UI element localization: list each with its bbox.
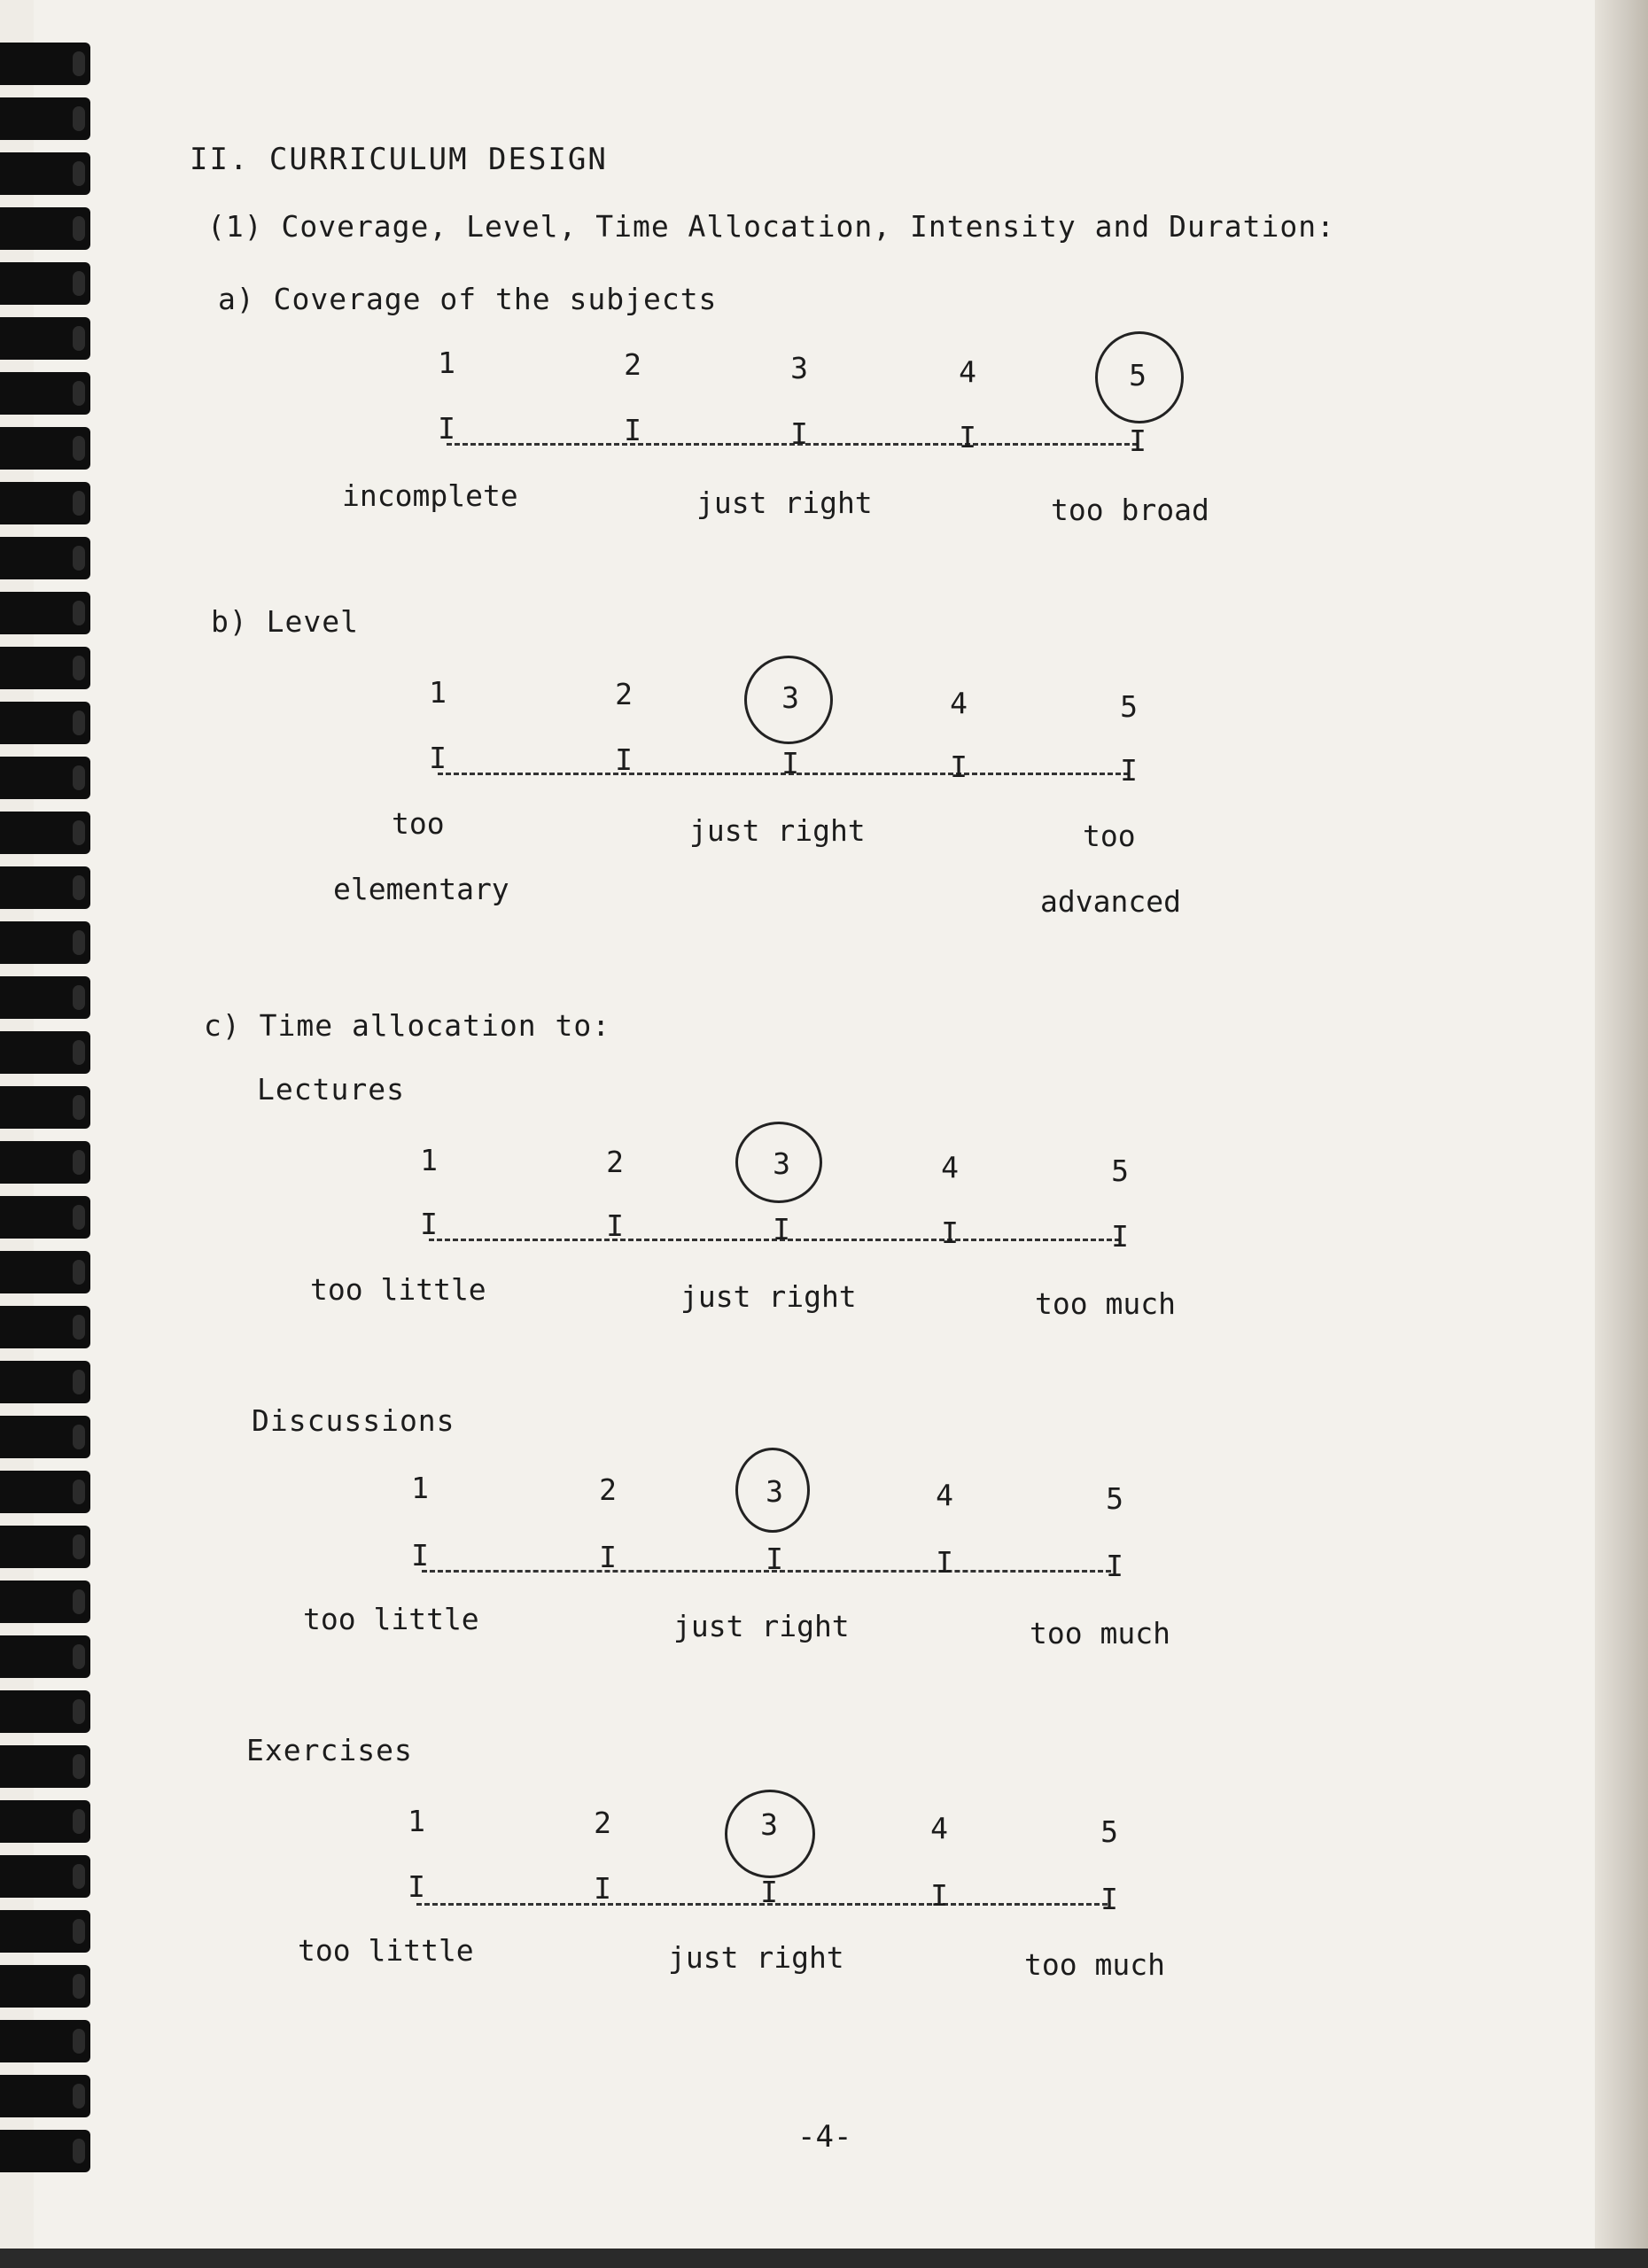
binding-ring	[0, 97, 90, 140]
binding-ring	[0, 1690, 90, 1733]
binding-ring	[0, 812, 90, 854]
scale-number-4: 4	[959, 354, 976, 389]
subsection-title: (1) Coverage, Level, Time Allocation, Intensity and Duration:	[207, 209, 1335, 244]
anchor-low-line1: too	[392, 806, 445, 841]
scale-tick: I	[1111, 1219, 1129, 1254]
scale-number-1: 1	[411, 1471, 429, 1505]
scale-number-2: 2	[594, 1806, 611, 1840]
binding-ring	[0, 2130, 90, 2172]
binding-ring	[0, 1306, 90, 1348]
scale-number-1: 1	[420, 1143, 438, 1177]
question-label-level: b) Level	[211, 604, 359, 639]
scale-tick: I	[599, 1540, 617, 1574]
anchor-mid: just right	[689, 813, 866, 848]
scan-bottom-edge	[0, 2249, 1648, 2268]
binding-ring	[0, 1635, 90, 1678]
scale-tick: I	[615, 742, 633, 777]
binding-ring	[0, 1141, 90, 1184]
binding-ring	[0, 1086, 90, 1129]
scale-number-5: 5	[1106, 1481, 1123, 1516]
binding-ring	[0, 1910, 90, 1953]
binding-ring	[0, 757, 90, 799]
binding-ring	[0, 1251, 90, 1293]
scale-tick: I	[936, 1545, 953, 1580]
binding-ring	[0, 647, 90, 689]
anchor-low: too little	[310, 1272, 486, 1307]
selected-answer-circle	[725, 1790, 815, 1878]
scale-tick: I	[930, 1878, 948, 1913]
scale-tick: I	[420, 1207, 438, 1241]
scale-number-2: 2	[624, 347, 641, 382]
scale-tick: I	[624, 413, 641, 447]
binding-ring	[0, 482, 90, 524]
item-label-discussions: Discussions	[252, 1403, 455, 1438]
scale-number-4: 4	[941, 1150, 959, 1184]
document-page	[34, 0, 1613, 2268]
scale-tick: I	[1129, 423, 1147, 458]
scale-tick: I	[1120, 753, 1138, 788]
scale-tick: I	[438, 411, 455, 446]
anchor-high-line2: advanced	[1040, 884, 1181, 919]
scale-tick: I	[950, 750, 968, 784]
scale-tick: I	[594, 1871, 611, 1906]
page-edge	[1595, 0, 1648, 2268]
binding-ring	[0, 207, 90, 250]
scale-tick: I	[1106, 1549, 1123, 1583]
binding-ring	[0, 1800, 90, 1843]
binding-ring	[0, 1965, 90, 2008]
scale-number-5: 5	[1129, 358, 1147, 392]
anchor-low: too little	[298, 1933, 474, 1968]
binding-ring	[0, 262, 90, 305]
question-label-time-allocation: c) Time allocation to:	[204, 1008, 611, 1043]
anchor-low-line2: elementary	[333, 872, 509, 906]
binding-ring	[0, 1581, 90, 1623]
scale-tick: I	[790, 416, 808, 451]
scale-tick: I	[1100, 1882, 1118, 1916]
selected-answer-circle	[744, 656, 833, 744]
selected-answer-circle	[735, 1448, 810, 1533]
anchor-low: incomplete	[342, 478, 518, 513]
scale-tick: I	[408, 1869, 425, 1904]
binding-ring	[0, 1196, 90, 1239]
binding-ring	[0, 921, 90, 964]
question-label-coverage: a) Coverage of the subjects	[218, 282, 718, 316]
scale-number-3: 3	[790, 351, 808, 385]
selected-answer-circle	[1095, 331, 1184, 423]
binding-ring	[0, 1361, 90, 1403]
scale-number-4: 4	[936, 1478, 953, 1512]
binding-ring	[0, 702, 90, 744]
scale-number-2: 2	[599, 1472, 617, 1507]
anchor-mid: just right	[673, 1609, 850, 1643]
anchor-high: too much	[1030, 1616, 1170, 1651]
binding-ring	[0, 1471, 90, 1513]
binding-ring	[0, 427, 90, 470]
binding-ring	[0, 592, 90, 634]
scale-number-5: 5	[1100, 1814, 1118, 1849]
scale-tick: I	[766, 1542, 783, 1576]
binding-ring	[0, 1031, 90, 1074]
scale-number-2: 2	[606, 1145, 624, 1179]
binding-ring	[0, 2020, 90, 2062]
section-title: II. CURRICULUM DESIGN	[190, 142, 608, 177]
binding-ring	[0, 43, 90, 85]
scale-number-3: 3	[760, 1807, 778, 1842]
anchor-mid: just right	[668, 1940, 844, 1975]
scale-number-5: 5	[1120, 689, 1138, 724]
scale-number-1: 1	[408, 1804, 425, 1838]
anchor-high: too much	[1024, 1947, 1165, 1982]
scale-number-1: 1	[438, 346, 455, 380]
binding-ring	[0, 317, 90, 360]
binding-ring	[0, 1745, 90, 1788]
item-label-lectures: Lectures	[257, 1072, 405, 1107]
binding-ring	[0, 866, 90, 909]
scale-tick: I	[781, 746, 799, 781]
scale-number-4: 4	[950, 686, 968, 720]
spiral-binding	[0, 0, 97, 2268]
binding-ring	[0, 152, 90, 195]
scale-tick: I	[429, 741, 447, 775]
anchor-high: too broad	[1051, 493, 1209, 527]
scale-tick: I	[941, 1216, 959, 1250]
binding-ring	[0, 537, 90, 579]
scale-number-3: 3	[766, 1474, 783, 1509]
selected-answer-circle	[735, 1122, 822, 1203]
scale-tick: I	[959, 420, 976, 454]
binding-ring	[0, 976, 90, 1019]
binding-ring	[0, 372, 90, 415]
scale-tick: I	[760, 1875, 778, 1909]
scale-number-1: 1	[429, 675, 447, 710]
scale-number-3: 3	[773, 1146, 790, 1181]
scale-tick: I	[411, 1538, 429, 1573]
anchor-high: too much	[1035, 1286, 1176, 1321]
scale-tick: I	[773, 1212, 790, 1247]
binding-ring	[0, 1855, 90, 1898]
scale-number-3: 3	[781, 680, 799, 715]
scale-number-2: 2	[615, 677, 633, 711]
anchor-mid: just right	[680, 1279, 857, 1314]
binding-ring	[0, 1526, 90, 1568]
page-number: -4-	[797, 2119, 852, 2155]
scale-tick: I	[606, 1208, 624, 1243]
anchor-low: too little	[303, 1602, 479, 1636]
anchor-high-line1: too	[1083, 819, 1136, 853]
binding-ring	[0, 2075, 90, 2117]
scale-number-4: 4	[930, 1811, 948, 1845]
anchor-mid: just right	[696, 485, 873, 520]
item-label-exercises: Exercises	[246, 1733, 413, 1767]
binding-ring	[0, 1416, 90, 1458]
scale-number-5: 5	[1111, 1153, 1129, 1188]
